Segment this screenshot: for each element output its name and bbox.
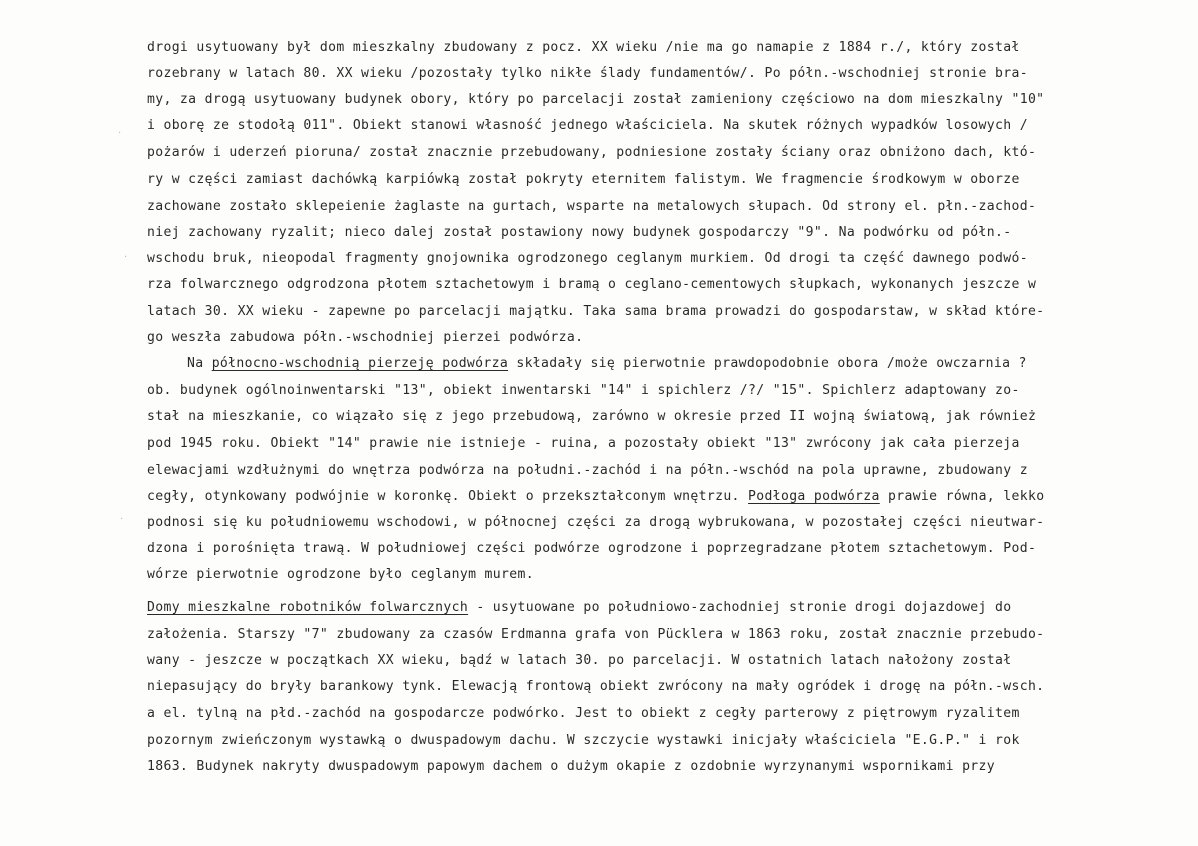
text-line: elewacjami wzdłużnymi do wnętrza podwórza na południ.-zachód i na półn.-wschód na pola uprawne, zbudowany z (147, 463, 1028, 478)
text-line: rozebrany w latach 80. XX wieku /pozostały tylko nikłe ślady fundamentów/. Po półn.-wschodniej stronie bra- (147, 66, 1028, 81)
section-heading-inline: północno-wschodnią pierzeję podwórza (211, 356, 509, 371)
text-line: pod 1945 roku. Obiekt "14" prawie nie istnieje - ruina, a pozostały obiekt "13" zwrócony jak cała pierzeja (147, 436, 1020, 451)
text-line: latach 30. XX wieku - zapewne po parcelacji majątku. Taka sama brama prowadzi do gospodarstaw, w skład które- (147, 304, 1045, 319)
text-line: rza folwarcznego odgrodzona płotem sztachetowym i bramą o ceglano-cementowych słupkach, wykonanych jeszcze w (147, 277, 1037, 292)
text-line: ob. budynek ogólnoinwentarski "13", obiekt inwentarski "14" i spichlerz /?/ "15". Spichlerz adaptowany zo- (147, 383, 1020, 398)
text-span: Na (187, 356, 212, 371)
text-line (147, 489, 1044, 505)
text-line: stał na mieszkanie, co wiązało się z jego przebudową, zarówno w okresie przed II wojną światową, jak również (147, 409, 1037, 424)
text-line: drogi usytuowany był dom mieszkalny zbudowany z pocz. XX wieku /nie ma go namapie z 1884 r./, który został (147, 40, 1020, 55)
text-line: wórze pierwotnie ogrodzone było ceglanym murem. (147, 567, 534, 582)
text-line (187, 356, 1027, 372)
text-line: my, za drogą usytuowany budynek obory, który po parcelacji został zamieniony częściowo na dom mieszkalny "10" (147, 92, 1045, 107)
text-line: pożarów i uderzeń pioruna/ został znacznie przebudowany, podniesione zostały ściany oraz obniżono dach, któ- (147, 145, 1037, 160)
text-line: pozornym zwieńczonym wystawką o dwuspadowym dachu. W szczycie wystawki inicjały właściciela "E.G.P." i rok (147, 733, 1020, 748)
text-span: prawie równa, lekko (879, 489, 1045, 504)
text-line: niej zachowany ryzalit; nieco dalej został postawiony nowy budynek gospodarczy "9". Na podwórku od półn.- (147, 225, 1012, 240)
text-line: dzona i porośnięta trawą. W południowej części podwórze ogrodzone i poprzegradzane płotem sztachetowym. Pod- (147, 541, 1037, 556)
text-span: cegły, otynkowany podwójnie w koronkę. Obiekt o przekształconym wnętrzu. (147, 489, 749, 504)
text-line: a el. tylną na płd.-zachód na gospodarcze podwórko. Jest to obiekt z cegły parterowy z piętrowym ryzalitem (147, 706, 1020, 721)
text-line (147, 600, 1011, 616)
text-line: podnosi się ku południowemu wschodowi, w północnej części za drogą wybrukowana, w pozostałej części nieutwar- (147, 515, 1045, 530)
margin-speck: · (120, 514, 124, 525)
text-span: składały się pierwotnie prawdopodobnie obora /może owczarnia ? (508, 356, 1027, 371)
text-line: niepasujący do bryły barankowy tynk. Elewacją frontową obiekt zwrócony na mały ogródek i drogę na półn.-wsch. (147, 679, 1045, 694)
text-line: i oborę ze stodołą 011". Obiekt stanowi własność jednego właściciela. Na skutek różnych wypadków losowych / (147, 118, 1028, 133)
text-span: - usytuowane po południowo-zachodniej stronie drogi dojazdowej do (468, 600, 1012, 615)
text-line: założenia. Starszy "7" zbudowany za czasów Erdmanna grafa von Pücklera w 1863 roku, został znacznie przebudo- (147, 627, 1045, 642)
text-line: wany - jeszcze w początkach XX wieku, bądź w latach 30. po parcelacji. W ostatnich latach nałożony został (147, 653, 1012, 668)
text-line: go weszła zabudowa półn.-wschodniej pierzei podwórza. (147, 330, 584, 345)
margin-speck: · (124, 252, 128, 263)
section-heading-inline: Podłoga podwórza (748, 489, 880, 504)
text-line: zachowane zostało sklepeienie żaglaste na gurtach, wsparte na metalowych słupach. Od strony el. płn.-zachod- (147, 199, 1037, 214)
text-line: ry w części zamiast dachówką karpiówką został pokryty eternitem falistym. We fragmencie środkowym w oborze (147, 172, 1020, 187)
margin-speck: · (118, 128, 122, 139)
text-line: wschodu bruk, nieopodal fragmenty gnojownika ogrodzonego ceglanym murkiem. Od drogi ta część dawnego podwó- (147, 251, 1028, 266)
section-heading: Domy mieszkalne robotników folwarcznych (147, 600, 469, 615)
text-line: 1863. Budynek nakryty dwuspadowym papowym dachem o dużym okapie z ozdobnie wyrzynanymi wspornikami przy (147, 759, 996, 774)
